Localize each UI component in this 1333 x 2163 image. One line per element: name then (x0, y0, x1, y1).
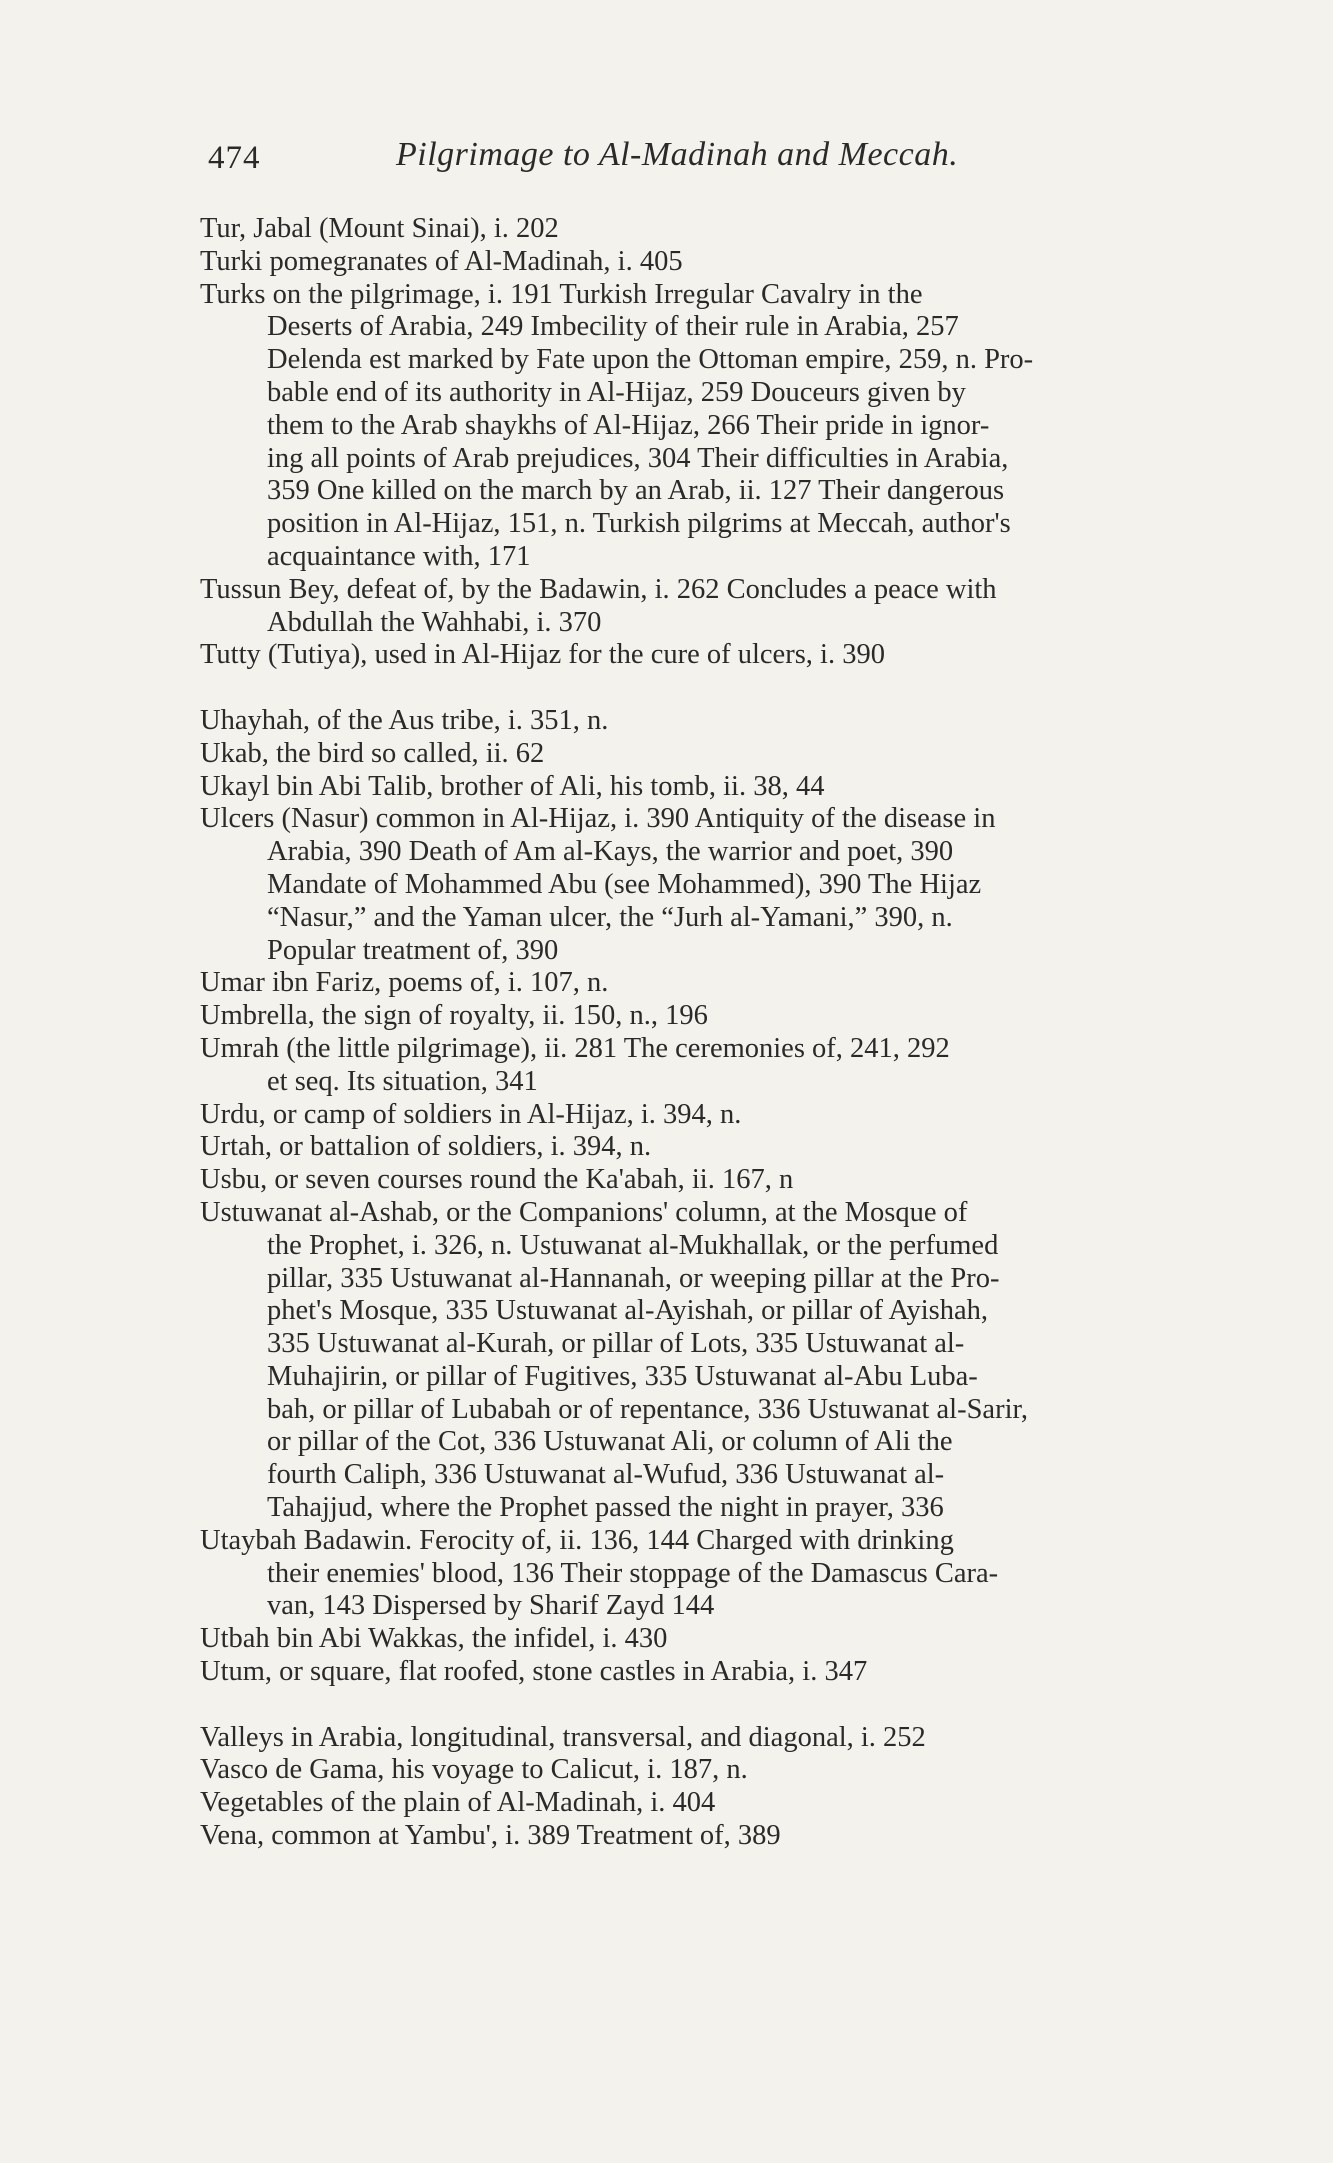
index-entry (200, 574, 1260, 640)
page-header (208, 136, 1088, 182)
index-line: bable end of its authority in Al-Hijaz, 259 Douceurs given by (267, 376, 966, 408)
index-line: or pillar of the Cot, 336 Ustuwanat Ali, or column of Ali the (267, 1426, 953, 1458)
index-line: Vasco de Gama, his voyage to Calicut, i. 187, n. (200, 1754, 748, 1786)
index-line: Delenda est marked by Fate upon the Ottoman empire, 259, n. Pro- (267, 344, 1034, 376)
index-line: Umbrella, the sign of royalty, ii. 150, n., 196 (200, 1000, 708, 1032)
index-line: Mandate of Mohammed Abu (see Mohammed), 390 The Hijaz (267, 868, 982, 900)
index-section (200, 1722, 1260, 1853)
index-line: Utbah bin Abi Wakkas, the infidel, i. 430 (200, 1623, 668, 1655)
index-entry (200, 1623, 1260, 1656)
page-number: 474 (208, 140, 261, 176)
index-line: Turki pomegranates of Al-Madinah, i. 405 (200, 245, 683, 277)
index-entry (200, 1164, 1260, 1197)
index-line: Utaybah Badawin. Ferocity of, ii. 136, 144 Charged with drinking (200, 1524, 954, 1556)
index-line: Ukayl bin Abi Talib, brother of Ali, his tomb, ii. 38, 44 (200, 770, 825, 802)
index-line: Arabia, 390 Death of Am al-Kays, the warrior and poet, 390 (267, 836, 954, 868)
index-line: Deserts of Arabia, 249 Imbecility of their rule in Arabia, 257 (267, 311, 959, 343)
index-line: Urtah, or battalion of soldiers, i. 394, n. (200, 1131, 652, 1163)
index-entry (200, 967, 1260, 1000)
index-entry (200, 246, 1260, 279)
index-entry (200, 1754, 1260, 1787)
index-entry (200, 738, 1260, 771)
index-line: “Nasur,” and the Yaman ulcer, the “Jurh al-Yamani,” 390, n. (267, 901, 953, 933)
index-line: Tussun Bey, defeat of, by the Badawin, i. 262 Concludes a peace with (200, 573, 997, 605)
section-gap (200, 1689, 1260, 1722)
index-entry (200, 1197, 1260, 1525)
index-line: Tur, Jabal (Mount Sinai), i. 202 (200, 213, 559, 244)
index-line: Tutty (Tutiya), used in Al-Hijaz for the cure of ulcers, i. 390 (200, 639, 885, 671)
index-entry (200, 213, 1260, 246)
index-line: the Prophet, i. 326, n. Ustuwanat al-Mukhallak, or the perfumed (267, 1229, 999, 1261)
index-line: Uhayhah, of the Aus tribe, i. 351, n. (200, 704, 609, 736)
index-entry (200, 1131, 1260, 1164)
index-line: Umar ibn Fariz, poems of, i. 107, n. (200, 967, 609, 999)
index-line: Umrah (the little pilgrimage), ii. 281 The ceremonies of, 241, 292 (200, 1032, 950, 1064)
index-section (200, 705, 1260, 1689)
index-line: Ustuwanat al-Ashab, or the Companions' column, at the Mosque of (200, 1196, 968, 1228)
index-line: fourth Caliph, 336 Ustuwanat al-Wufud, 336 Ustuwanat al- (267, 1459, 945, 1491)
index-line: van, 143 Dispersed by Sharif Zayd 144 (267, 1590, 715, 1622)
index-entry (200, 1000, 1260, 1033)
index-line: Tahajjud, where the Prophet passed the night in prayer, 336 (267, 1492, 944, 1524)
index-line: 359 One killed on the march by an Arab, ii. 127 Their dangerous (267, 475, 1005, 507)
index-line: position in Al-Hijaz, 151, n. Turkish pilgrims at Meccah, author's (267, 508, 1011, 540)
index-entry (200, 279, 1260, 574)
section-gap (200, 672, 1260, 705)
index-body (200, 213, 1260, 1853)
index-line: ing all points of Arab prejudices, 304 Their difficulties in Arabia, (267, 442, 1009, 474)
index-line: Popular treatment of, 390 (267, 934, 559, 966)
index-entry (200, 1787, 1260, 1820)
index-line: Valleys in Arabia, longitudinal, transversal, and diagonal, i. 252 (200, 1721, 926, 1753)
index-entry (200, 1656, 1260, 1689)
index-line: Ulcers (Nasur) common in Al-Hijaz, i. 390 Antiquity of the disease in (200, 803, 996, 835)
index-entry (200, 1033, 1260, 1099)
index-entry (200, 1820, 1260, 1853)
index-entry (200, 639, 1260, 672)
index-line: Urdu, or camp of soldiers in Al-Hijaz, i. 394, n. (200, 1098, 742, 1130)
index-line: Vegetables of the plain of Al-Madinah, i. 404 (200, 1787, 716, 1819)
index-line: acquaintance with, 171 (267, 540, 531, 572)
index-entry (200, 705, 1260, 738)
index-line: Turks on the pilgrimage, i. 191 Turkish Irregular Cavalry in the (200, 278, 923, 310)
index-line: pillar, 335 Ustuwanat al-Hannanah, or weeping pillar at the Pro- (267, 1262, 1000, 1294)
index-line: Vena, common at Yambu', i. 389 Treatment of, 389 (200, 1820, 781, 1852)
index-section (200, 213, 1260, 672)
index-entry (200, 803, 1260, 967)
index-entry (200, 1722, 1260, 1755)
index-entry (200, 1525, 1260, 1623)
index-entry (200, 771, 1260, 804)
index-entry (200, 1099, 1260, 1132)
index-line: et seq. Its situation, 341 (267, 1065, 538, 1097)
index-line: Utum, or square, flat roofed, stone castles in Arabia, i. 347 (200, 1656, 868, 1688)
index-line: their enemies' blood, 136 Their stoppage of the Damascus Cara- (267, 1557, 999, 1589)
running-title: Pilgrimage to Al-Madinah and Meccah. (396, 136, 959, 173)
index-line: Usbu, or seven courses round the Ka'abah, ii. 167, n (200, 1164, 794, 1196)
index-line: 335 Ustuwanat al-Kurah, or pillar of Lots, 335 Ustuwanat al- (267, 1328, 965, 1360)
index-line: bah, or pillar of Lubabah or of repentance, 336 Ustuwanat al-Sarir, (267, 1393, 1028, 1425)
index-line: phet's Mosque, 335 Ustuwanat al-Ayishah, or pillar of Ayishah, (267, 1295, 989, 1327)
index-line: Abdullah the Wahhabi, i. 370 (267, 606, 602, 638)
index-line: them to the Arab shaykhs of Al-Hijaz, 266 Their pride in ignor- (267, 409, 990, 441)
index-line: Ukab, the bird so called, ii. 62 (200, 737, 545, 769)
index-line: Muhajirin, or pillar of Fugitives, 335 Ustuwanat al-Abu Luba- (267, 1360, 978, 1392)
